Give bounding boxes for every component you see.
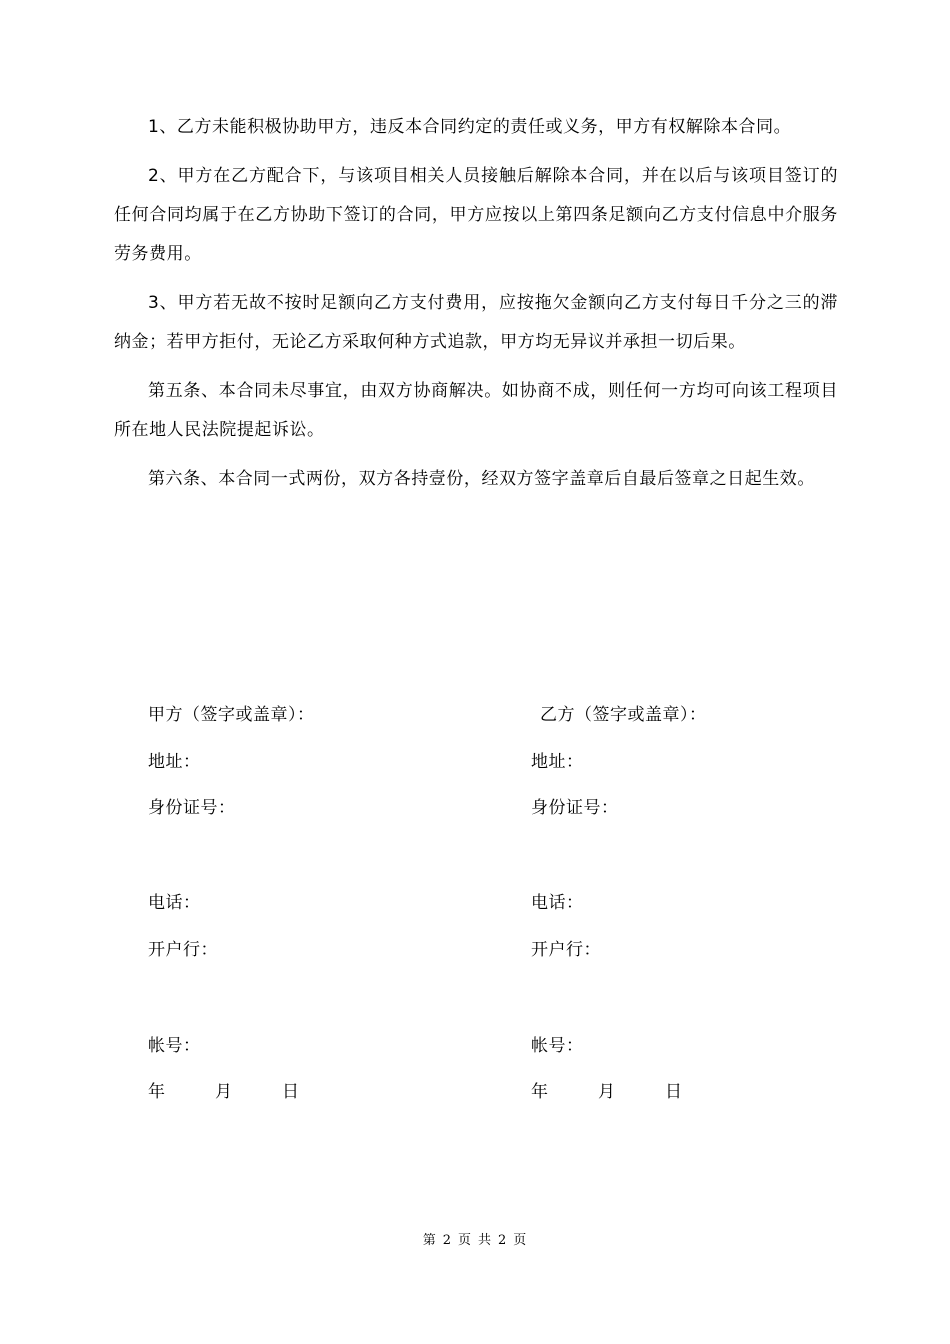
party-a-phone-label: 电话： (148, 893, 201, 913)
footer-suffix: 页 (513, 1233, 528, 1248)
party-a-id-label: 身份证号： (148, 798, 236, 818)
clause-3: 3、甲方若无故不按时足额向乙方支付费用，应按拖欠金额向乙方支付每日千分之三的滞纳金；若甲方拒付，无论乙方采取何种方式追款，甲方均无异议并承担一切后果。 (114, 293, 838, 352)
page-footer (0, 1229, 950, 1248)
footer-current-page: 2 (442, 1233, 452, 1248)
contract-body (114, 108, 838, 509)
clause-2: 2、甲方在乙方配合下，与该项目相关人员接触后解除本合同，并在以后与该项目签订的任何合同均属于在乙方协助下签订的合同，甲方应按以上第四条足额向乙方支付信息中介服务劳务费用。 (114, 166, 838, 264)
party-a-month-label: 月 (215, 1082, 233, 1102)
party-b-day-label: 日 (665, 1082, 683, 1102)
article-6: 第六条、本合同一式两份，双方各持壹份，经双方签字盖章后自最后签章之日起生效。 (148, 469, 815, 489)
clause-1: 1、乙方未能积极协助甲方，违反本合同约定的责任或义务，甲方有权解除本合同。 (148, 117, 792, 137)
party-b-signature-block (531, 700, 861, 1120)
footer-total-pages: 2 (498, 1233, 508, 1248)
party-b-month-label: 月 (598, 1082, 616, 1102)
party-b-phone-label: 电话： (531, 893, 584, 913)
party-a-signature-block (148, 700, 478, 1120)
footer-total-prefix: 共 (478, 1233, 493, 1248)
footer-prefix: 第 (422, 1233, 437, 1248)
party-a-day-label: 日 (282, 1082, 300, 1102)
party-a-bank-label: 开户行： (148, 940, 218, 960)
party-b-address-label: 地址： (531, 752, 584, 772)
article-5: 第五条、本合同未尽事宜，由双方协商解决。如协商不成，则任何一方均可向该工程项目所在地人民法院提起诉讼。 (114, 381, 838, 440)
party-b-year-label: 年 (531, 1082, 549, 1102)
party-a-address-label: 地址： (148, 752, 201, 772)
party-a-account-label: 帐号： (148, 1036, 201, 1056)
party-b-bank-label: 开户行： (531, 940, 601, 960)
party-b-account-label: 帐号： (531, 1036, 584, 1056)
party-b-id-label: 身份证号： (531, 798, 619, 818)
party-b-title: 乙方（签字或盖章）： (540, 705, 707, 725)
party-a-title: 甲方（签字或盖章）： (148, 705, 315, 725)
party-a-year-label: 年 (148, 1082, 166, 1102)
footer-page-word: 页 (457, 1233, 472, 1248)
